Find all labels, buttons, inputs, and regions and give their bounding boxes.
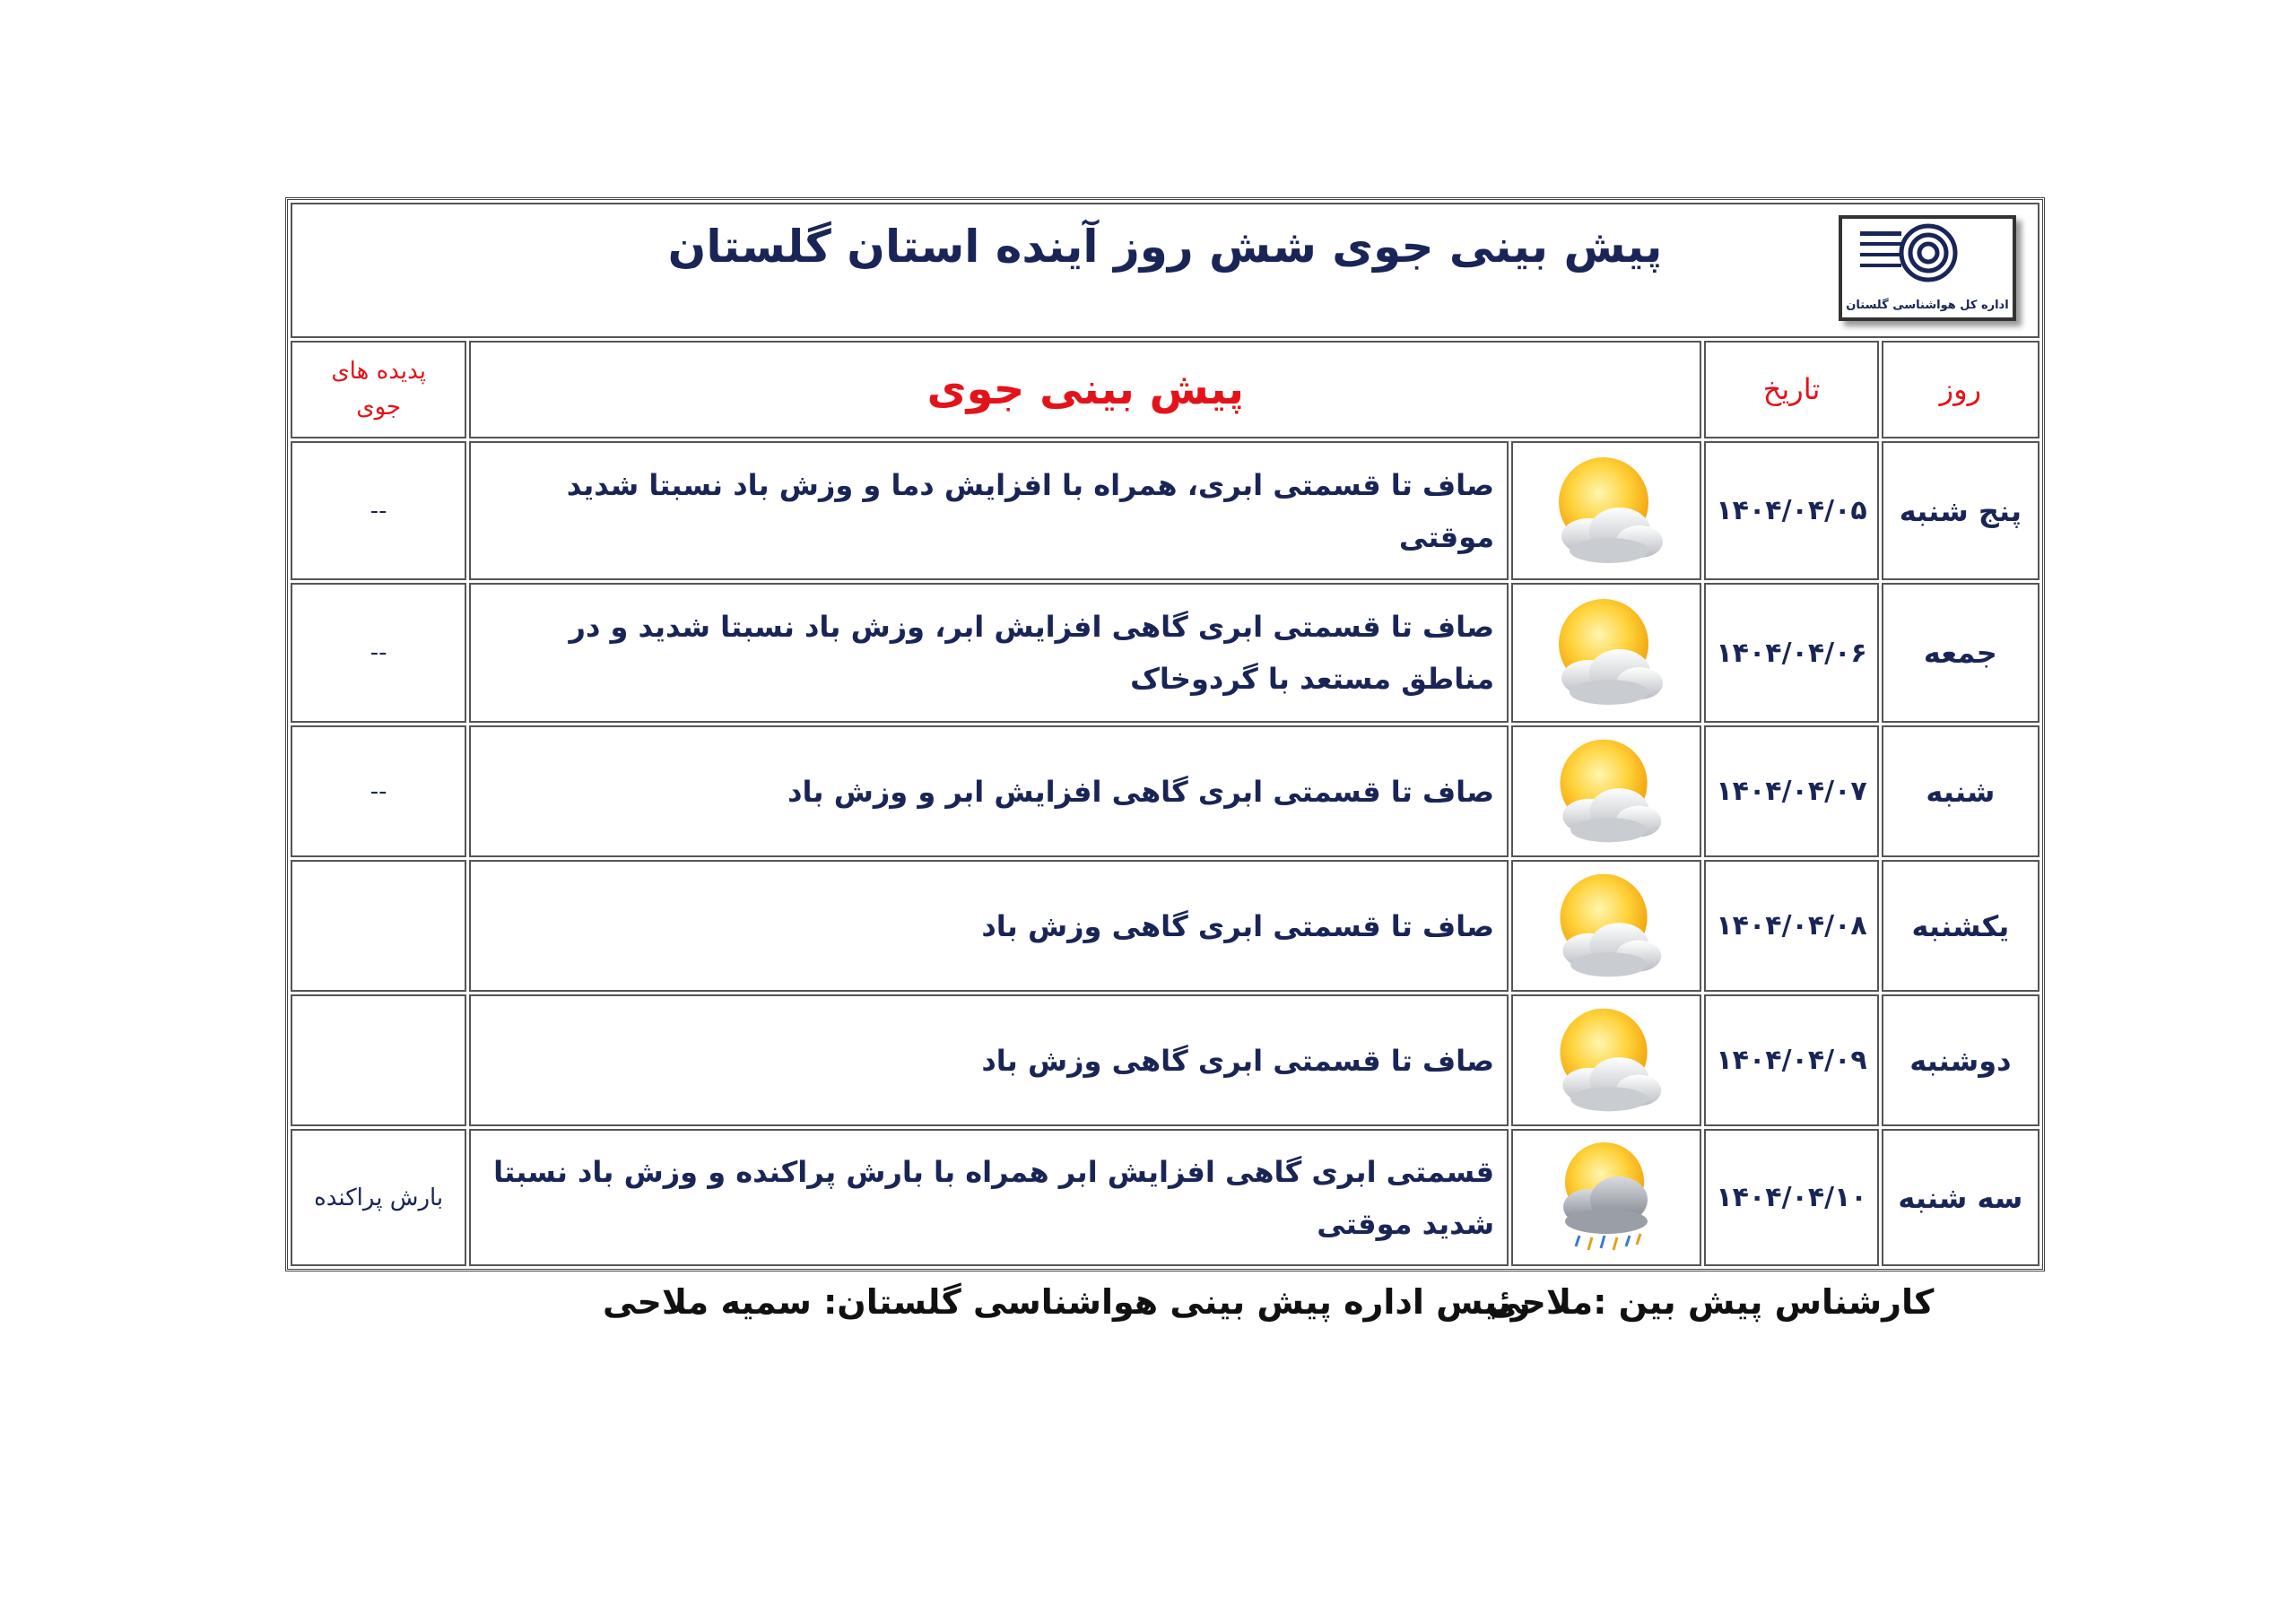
day-cell: سه شنبه [1882,1129,2039,1266]
weather-icon-cell [1511,1129,1701,1266]
phenomena-cell: -- [291,441,466,581]
forecast-sheet [285,197,2045,1271]
header-row [291,341,2039,438]
phenomena-cell [291,860,466,992]
meteorological-organization-logo [1839,215,2016,321]
table-row [291,860,2039,992]
forecast-table [288,200,2042,1269]
phenomena-cell [291,994,466,1126]
date-cell: ۱۴۰۴/۰۴/۰۹ [1704,994,1878,1126]
day-cell: شنبه [1882,725,2039,857]
logo-caption: اداره کل هواشناسی گلستان [1846,299,2009,312]
phenomena-cell: -- [291,583,466,723]
title-row [291,203,2039,338]
day-cell: دوشنبه [1882,994,2039,1126]
date-cell: ۱۴۰۴/۰۴/۱۰ [1704,1129,1878,1266]
page-title: پیش بینی جوی شش روز آینده استان گلستان [667,221,1663,273]
sun-cloud-icon [1539,731,1674,853]
day-cell: جمعه [1882,583,2039,723]
phenomena-cell: بارش پراکنده [291,1129,466,1266]
sun-cloud-icon [1539,590,1674,716]
sun-cloud-icon [1539,448,1674,574]
day-cell: یکشنبه [1882,860,2039,992]
table-row [291,1129,2039,1266]
header-day: روز [1882,341,2039,438]
day-cell: پنج شنبه [1882,441,2039,581]
header-date: تاریخ [1704,341,1878,438]
weather-icon-cell [1511,441,1701,581]
logo-emblem-icon [1842,219,2005,291]
forecaster-signature: کارشناس پیش بین :ملاحی [1487,1282,1935,1322]
forecast-cell: قسمتی ابری گاهی افزایش ابر همراه با بارش پراکنده و وزش باد نسبتا شدید موقتی [469,1129,1509,1266]
weather-icon-cell [1511,725,1701,857]
table-row [291,583,2039,723]
sun-cloud-icon [1539,1000,1674,1122]
head-signature: رئیس اداره پیش بینی هواشناسی گلستان: سمیه ملاحی [603,1282,1531,1322]
forecast-cell: صاف تا قسمتی ابری، همراه با افزایش دما و وزش باد نسبتا شدید موقتی [469,441,1509,581]
date-cell: ۱۴۰۴/۰۴/۰۵ [1704,441,1878,581]
table-row [291,441,2039,581]
forecast-cell: صاف تا قسمتی ابری گاهی افزایش ابر و وزش باد [469,725,1509,857]
sun-cloud-icon [1539,865,1674,987]
weather-icon-cell [1511,994,1701,1126]
weather-icon-cell [1511,860,1701,992]
forecast-cell: صاف تا قسمتی ابری گاهی افزایش ابر، وزش باد نسبتا شدید و در مناطق مستعد با گردوخاک [469,583,1509,723]
header-phenomena: پدیده های جوی [291,341,466,438]
date-cell: ۱۴۰۴/۰۴/۰۸ [1704,860,1878,992]
date-cell: ۱۴۰۴/۰۴/۰۷ [1704,725,1878,857]
table-row [291,994,2039,1126]
forecast-cell: صاف تا قسمتی ابری گاهی وزش باد [469,860,1509,992]
forecast-cell: صاف تا قسمتی ابری گاهی وزش باد [469,994,1509,1126]
date-cell: ۱۴۰۴/۰۴/۰۶ [1704,583,1878,723]
phenomena-cell: -- [291,725,466,857]
sun-cloud-rain-icon [1544,1135,1669,1261]
table-row [291,725,2039,857]
weather-icon-cell [1511,583,1701,723]
header-forecast: پیش بینی جوی [469,341,1701,438]
